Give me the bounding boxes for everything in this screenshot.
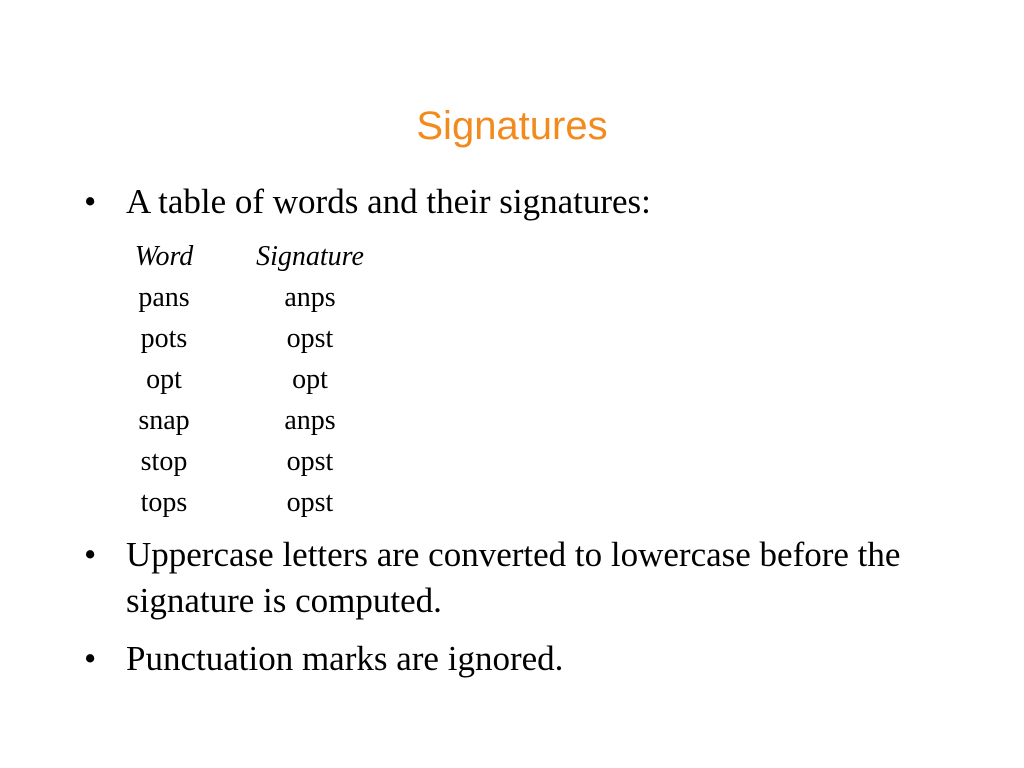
bullet-icon: • [84,182,97,221]
table-row [118,359,380,400]
signature-table [118,236,380,523]
word-cell: pots [140,323,188,354]
word-cell: tops [140,487,188,518]
bullet-icon: • [84,535,97,574]
table-row [118,318,380,359]
bullet-item [84,532,924,624]
bullet-text: A table of words and their signatures: [126,182,651,221]
table-header-row [118,236,380,277]
column-spacer [210,482,240,523]
column-spacer [210,277,240,318]
table-row [118,400,380,441]
table-row [118,277,380,318]
signature-cell: opst [286,487,334,518]
word-cell: stop [140,446,188,477]
signature-cell: anps [284,405,336,436]
bullet-item [84,179,924,225]
table-row [118,441,380,482]
word-cell: opt [146,364,182,395]
signature-cell: opst [286,446,334,477]
table-row [118,482,380,523]
column-spacer [210,441,240,482]
column-spacer [210,318,240,359]
column-header-word: Word [134,241,194,272]
signature-cell: opst [286,323,334,354]
bullet-item [84,636,924,682]
bullet-text: Punctuation marks are ignored. [126,639,564,678]
slide-title: Signatures [416,104,608,148]
signature-cell: anps [284,282,336,313]
word-cell: pans [138,282,190,313]
word-cell: snap [138,405,190,436]
column-spacer [210,400,240,441]
signature-cell: opt [292,364,328,395]
bullet-icon: • [84,639,97,678]
bullet-text: Uppercase letters are converted to lowercase before the signature is computed. [126,535,901,620]
column-header-signature: Signature [256,241,364,272]
column-spacer [210,236,240,277]
column-spacer [210,359,240,400]
